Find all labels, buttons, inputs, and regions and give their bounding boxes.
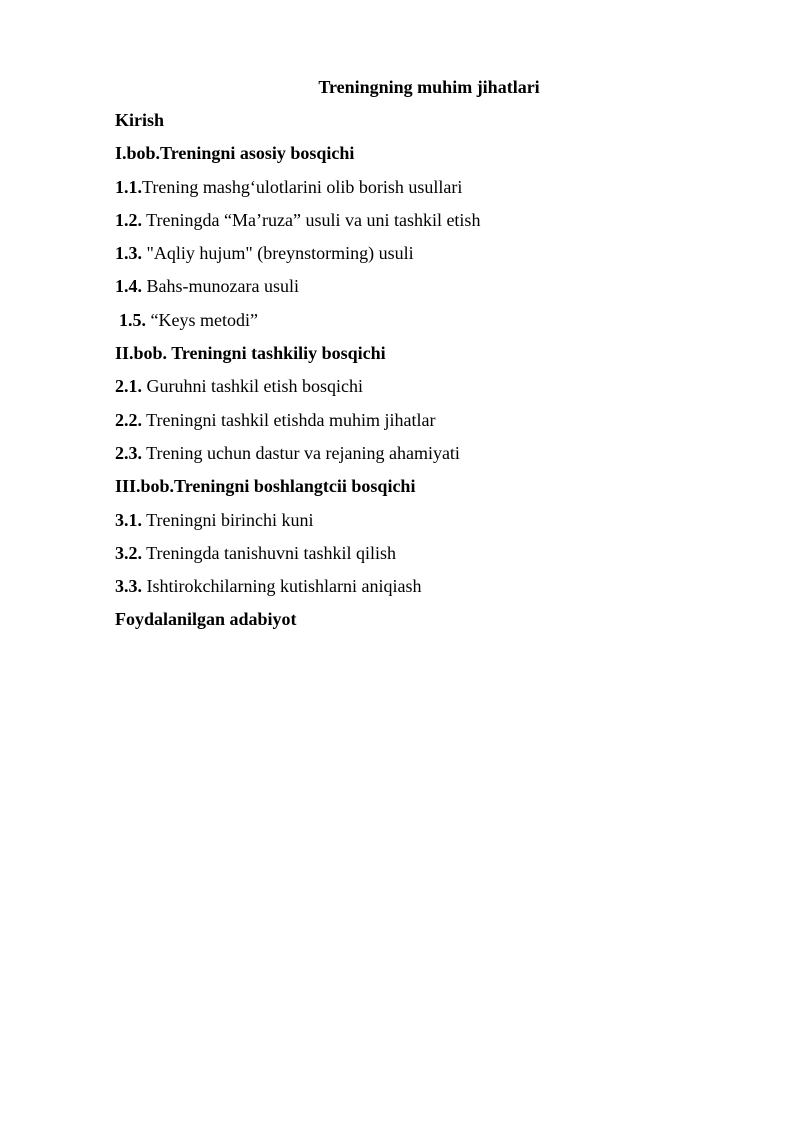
toc-item-number: 1.3. [115, 243, 142, 264]
toc-item-text: Guruhni tashkil etish bosqichi [142, 376, 363, 397]
document-title: Treningning muhim jihatlari [318, 77, 540, 97]
toc-item-1-1 [115, 177, 735, 210]
toc-item-text: Treningda tanishuvni tashkil qilish [142, 542, 397, 563]
toc-item-text: Treningda “Ma’ruza” usuli va uni tashkil etish [142, 209, 481, 230]
toc-heading-references: Foydalanilgan adabiyot [115, 609, 297, 630]
toc-heading-chapter-2: II.bob. Treningni tashkiliy bosqichi [115, 343, 386, 364]
toc-item-3-1 [115, 510, 735, 543]
toc-item-text: Treningni birinchi kuni [142, 509, 314, 530]
toc-item-number: 2.2. [115, 409, 142, 430]
toc-item-1-4 [115, 276, 735, 309]
toc-item-2-2 [115, 410, 735, 443]
toc-item-2-1 [115, 376, 735, 409]
toc-item-text: Bahs-munozara usuli [142, 276, 299, 297]
toc-item-number: 1.2. [115, 209, 142, 230]
toc-item-1-3 [115, 243, 735, 276]
toc-heading-chapter-3: III.bob.Treningni boshlangtcii bosqichi [115, 476, 416, 497]
toc-item-text: "Aqliy hujum" (breynstorming) usuli [142, 243, 414, 264]
toc-item-text: Trening mashg‘ulotlarini olib borish usullari [142, 176, 463, 197]
toc-item-text: Treningni tashkil etishda muhim jihatlar [142, 409, 436, 430]
toc-item-text: Trening uchun dastur va rejaning ahamiyati [142, 442, 460, 463]
toc-item-3-2 [115, 543, 735, 576]
toc-item-1-2 [115, 210, 735, 243]
toc-item-number: 2.1. [115, 376, 142, 397]
toc-item-number: 1.5. [119, 309, 146, 330]
toc-item-number: 3.1. [115, 509, 142, 530]
toc-item-1-5 [115, 310, 735, 343]
table-of-contents [115, 110, 735, 643]
toc-item-text: Ishtirokchilarning kutishlarni aniqiash [142, 576, 422, 597]
toc-item-number: 3.2. [115, 542, 142, 563]
toc-item-2-3 [115, 443, 735, 476]
toc-item-number: 3.3. [115, 576, 142, 597]
toc-item-3-3 [115, 576, 735, 609]
toc-item-number: 1.1. [115, 176, 142, 197]
toc-heading-introduction: Kirish [115, 110, 165, 130]
toc-item-text: “Keys metodi” [146, 309, 258, 330]
toc-item-number: 2.3. [115, 442, 142, 463]
toc-heading-chapter-1: I.bob.Treningni asosiy bosqichi [115, 143, 355, 164]
toc-item-number: 1.4. [115, 276, 142, 297]
